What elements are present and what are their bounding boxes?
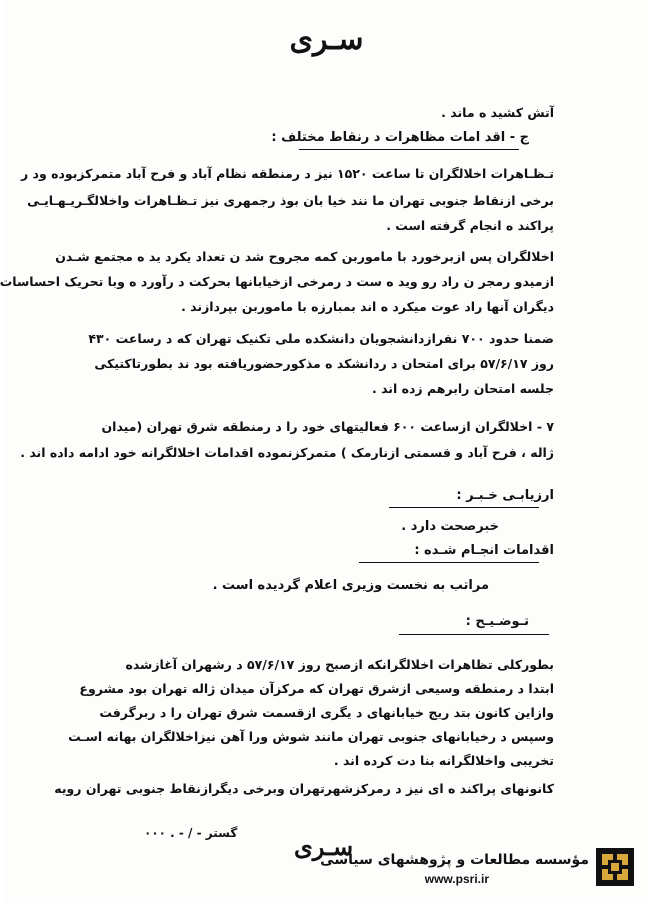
- text-line: اخلالگران پس ازبرخورد با ماموربن کمه مجروح شد ن تعداد یکرد ید ه مجتمع شـدن: [55, 249, 554, 264]
- classification-mark-top: سـری: [289, 22, 364, 57]
- text-line: تـظـاهرات اخلالگران تا ساعت ۱۵۲۰ نیز د رمنطقه نظام آباد و فرح آباد متمرکزبوده ود ر: [20, 166, 554, 181]
- heading-underline: [389, 507, 539, 508]
- evaluation-text: خبرصحت دارد .: [401, 519, 499, 534]
- text-line: کانونهای پراکند ه ای نیز د رمرکزشهرتهران وبرخی دیگرازنقاط جنوبی تهران رویه: [54, 781, 554, 796]
- document-reference: گستر - / - . ۰۰۰: [144, 826, 238, 840]
- text-line: ژاله ، فرح آباد و قسمتی ازنارمک ) متمرکزنموده اقدامات اخلالگرانه خود ادامه داده اند .: [20, 445, 554, 460]
- actions-text: مراتب به نخست وزیری اعلام گردیده است .: [212, 578, 489, 593]
- psri-logo-icon: [596, 848, 634, 886]
- text-line: جلسه امتحان رابرهم زده اند .: [371, 381, 554, 396]
- text-line: تخریبی واخلالگرانه بنا دت کرده اند .: [333, 753, 554, 768]
- section-heading-measures: ج - اقد امات مظاهرات د رنقاط مختلف :: [271, 130, 529, 145]
- text-line: دیگران آنها راد عوت میکرد ه اند بمبارزه با ماموربن بپردازند .: [181, 299, 554, 314]
- text-line: ازمیدو رمجر ن راد رو وید ه ست د رمرخی ازخیابانها بحرکت د رآورد ه وبا تحریک احساسات: [0, 274, 554, 289]
- heading-underline: [359, 562, 539, 563]
- section-heading-explanation: تـوضـیـح :: [465, 614, 529, 629]
- text-line: وازاین کانون بتد ریج خیابانهای د یگری ازقسمت شرق تهران را د ربرگرفت: [99, 705, 554, 720]
- heading-underline: [299, 149, 519, 150]
- text-line: آتش کشید ه ماند .: [441, 105, 554, 120]
- text-line: وسپس د رخیابانهای جنوبی تهران مانند شوش ورا آهن نیزاخلالگران بهانه اسـت: [68, 729, 554, 744]
- text-line: ابتدا د رمنطقه وسیعی ازشرق تهران که مرکزآن میدان ژاله تهران بود مشروع: [79, 681, 554, 696]
- text-line: ۷ - اخلالگران ازساعت ۶۰۰ فعالیتهای خود را د رمنطقه شرق تهران (میدان: [101, 419, 554, 434]
- institute-website: www.psri.ir: [424, 872, 489, 886]
- text-line: برخی ازنقاط جنوبی تهران ما نند خیا بان بوذ رجمهری نیز تـظـاهرات واخلالگـریـهـایـی: [27, 193, 554, 208]
- section-heading-actions: اقدامات انجـام شـده :: [414, 543, 554, 558]
- institute-name: مؤسسه مطالعات و پژوهشهای سیاسی: [320, 852, 589, 868]
- text-line: بطورکلی تظاهرات اخلالگرانکه ازصبح روز ۵۷/۶/۱۷ د رشهران آغازشده: [125, 657, 554, 672]
- text-line: پراکند ه انجام گرفته است .: [386, 218, 554, 233]
- text-line: روز ۵۷/۶/۱۷ برای امتحان د ردانشکد ه مذکورحضوریافته بود ند بطورتاکتیکی: [94, 356, 554, 371]
- section-heading-evaluation: ارزیابـی خـبـر :: [456, 488, 554, 503]
- classification-mark-bottom: سـری: [294, 832, 354, 861]
- heading-underline: [399, 634, 549, 635]
- text-line: ضمنا حدود ۷۰۰ نفرازدانشجویان دانشکده ملی تکنیک تهران که د رساعت ۴۳۰: [88, 331, 554, 346]
